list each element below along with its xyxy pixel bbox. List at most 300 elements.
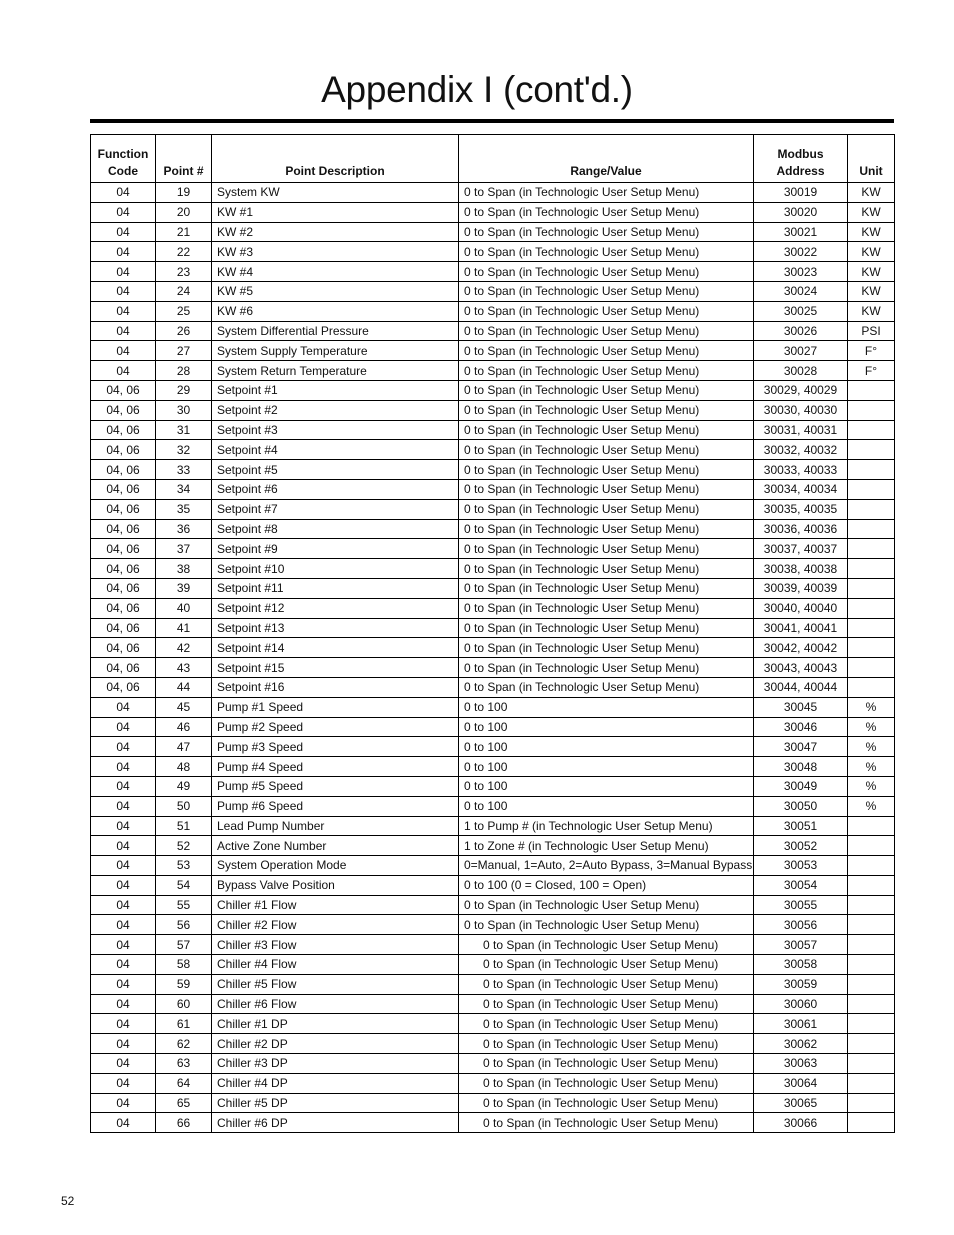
- table-row: [91, 262, 895, 282]
- cell-point: 23: [156, 262, 212, 282]
- cell-range: 0 to Span (in Technologic User Setup Menu): [459, 618, 754, 638]
- cell-description: Bypass Valve Position: [212, 875, 459, 895]
- header-modbus-line1: Modbus: [777, 147, 824, 161]
- cell-modbus-address: 30039, 40039: [754, 578, 848, 598]
- cell-range: 1 to Pump # (in Technologic User Setup Menu): [459, 816, 754, 836]
- modbus-point-table-container: [90, 134, 894, 1133]
- cell-function-code: 04: [91, 796, 156, 816]
- cell-modbus-address: 30023: [754, 262, 848, 282]
- cell-modbus-address: 30054: [754, 875, 848, 895]
- cell-modbus-address: 30048: [754, 757, 848, 777]
- cell-modbus-address: 30062: [754, 1034, 848, 1054]
- cell-function-code: 04, 06: [91, 598, 156, 618]
- cell-modbus-address: 30044, 40044: [754, 677, 848, 697]
- table-row: [91, 420, 895, 440]
- cell-unit: [848, 836, 895, 856]
- cell-description: KW #3: [212, 242, 459, 262]
- cell-function-code: 04: [91, 1073, 156, 1093]
- table-row: [91, 539, 895, 559]
- table-header-row: [91, 135, 895, 183]
- cell-range: 0 to Span (in Technologic User Setup Menu): [459, 262, 754, 282]
- cell-modbus-address: 30026: [754, 321, 848, 341]
- table-row: [91, 559, 895, 579]
- cell-point: 45: [156, 697, 212, 717]
- cell-function-code: 04: [91, 994, 156, 1014]
- cell-description: Chiller #5 DP: [212, 1093, 459, 1113]
- table-row: [91, 183, 895, 203]
- cell-range: 0 to Span (in Technologic User Setup Menu): [459, 321, 754, 341]
- cell-function-code: 04, 06: [91, 559, 156, 579]
- cell-modbus-address: 30052: [754, 836, 848, 856]
- page-number: 52: [61, 1194, 75, 1208]
- cell-unit: [848, 420, 895, 440]
- table-row: [91, 479, 895, 499]
- cell-modbus-address: 30061: [754, 1014, 848, 1034]
- cell-description: Setpoint #12: [212, 598, 459, 618]
- cell-description: Active Zone Number: [212, 836, 459, 856]
- cell-function-code: 04: [91, 361, 156, 381]
- cell-description: KW #6: [212, 301, 459, 321]
- header-modbus-line2: Address: [776, 164, 825, 178]
- cell-modbus-address: 30022: [754, 242, 848, 262]
- cell-unit: [848, 974, 895, 994]
- table-row: [91, 856, 895, 876]
- cell-point: 64: [156, 1073, 212, 1093]
- cell-function-code: 04: [91, 202, 156, 222]
- cell-point: 53: [156, 856, 212, 876]
- cell-modbus-address: 30050: [754, 796, 848, 816]
- cell-point: 41: [156, 618, 212, 638]
- cell-unit: KW: [848, 242, 895, 262]
- cell-function-code: 04, 06: [91, 638, 156, 658]
- cell-unit: [848, 578, 895, 598]
- cell-range: 0 to Span (in Technologic User Setup Menu): [459, 341, 754, 361]
- cell-range: 0 to Span (in Technologic User Setup Menu): [459, 638, 754, 658]
- cell-description: Lead Pump Number: [212, 816, 459, 836]
- cell-function-code: 04, 06: [91, 380, 156, 400]
- table-row: [91, 677, 895, 697]
- cell-description: Chiller #2 DP: [212, 1034, 459, 1054]
- cell-unit: [848, 499, 895, 519]
- cell-modbus-address: 30035, 40035: [754, 499, 848, 519]
- cell-function-code: 04: [91, 895, 156, 915]
- cell-point: 66: [156, 1113, 212, 1133]
- cell-description: Pump #6 Speed: [212, 796, 459, 816]
- cell-description: System Differential Pressure: [212, 321, 459, 341]
- cell-function-code: 04: [91, 816, 156, 836]
- cell-modbus-address: 30046: [754, 717, 848, 737]
- cell-modbus-address: 30034, 40034: [754, 479, 848, 499]
- cell-range: 0 to Span (in Technologic User Setup Menu): [459, 1054, 754, 1074]
- cell-description: KW #5: [212, 281, 459, 301]
- cell-point: 20: [156, 202, 212, 222]
- table-row: [91, 440, 895, 460]
- table-row: [91, 1093, 895, 1113]
- cell-modbus-address: 30059: [754, 974, 848, 994]
- cell-function-code: 04: [91, 737, 156, 757]
- cell-description: Setpoint #1: [212, 380, 459, 400]
- cell-modbus-address: 30036, 40036: [754, 519, 848, 539]
- cell-unit: [848, 816, 895, 836]
- cell-modbus-address: 30042, 40042: [754, 638, 848, 658]
- cell-modbus-address: 30037, 40037: [754, 539, 848, 559]
- header-unit: Unit: [848, 135, 895, 183]
- cell-point: 63: [156, 1054, 212, 1074]
- cell-unit: %: [848, 757, 895, 777]
- cell-function-code: 04: [91, 262, 156, 282]
- cell-unit: [848, 1093, 895, 1113]
- table-row: [91, 400, 895, 420]
- cell-range: 0 to Span (in Technologic User Setup Menu): [459, 183, 754, 203]
- cell-description: Setpoint #3: [212, 420, 459, 440]
- cell-unit: [848, 440, 895, 460]
- cell-description: Setpoint #6: [212, 479, 459, 499]
- cell-description: KW #1: [212, 202, 459, 222]
- cell-function-code: 04: [91, 281, 156, 301]
- cell-description: Pump #1 Speed: [212, 697, 459, 717]
- cell-point: 32: [156, 440, 212, 460]
- cell-function-code: 04: [91, 222, 156, 242]
- cell-point: 22: [156, 242, 212, 262]
- table-row: [91, 1113, 895, 1133]
- page-title: Appendix I (cont'd.): [321, 69, 633, 110]
- cell-modbus-address: 30031, 40031: [754, 420, 848, 440]
- cell-point: 47: [156, 737, 212, 757]
- cell-range: 0 to Span (in Technologic User Setup Menu): [459, 677, 754, 697]
- table-row: [91, 499, 895, 519]
- cell-point: 55: [156, 895, 212, 915]
- cell-point: 26: [156, 321, 212, 341]
- cell-range: 0 to Span (in Technologic User Setup Menu): [459, 519, 754, 539]
- cell-point: 38: [156, 559, 212, 579]
- table-row: [91, 955, 895, 975]
- cell-range: 0 to Span (in Technologic User Setup Menu): [459, 1034, 754, 1054]
- cell-modbus-address: 30063: [754, 1054, 848, 1074]
- cell-function-code: 04: [91, 1113, 156, 1133]
- cell-point: 19: [156, 183, 212, 203]
- table-row: [91, 598, 895, 618]
- table-row: [91, 380, 895, 400]
- table-row: [91, 796, 895, 816]
- table-row: [91, 737, 895, 757]
- cell-description: Chiller #3 Flow: [212, 935, 459, 955]
- cell-description: Setpoint #5: [212, 460, 459, 480]
- cell-function-code: 04: [91, 321, 156, 341]
- cell-unit: KW: [848, 222, 895, 242]
- cell-modbus-address: 30066: [754, 1113, 848, 1133]
- cell-unit: [848, 400, 895, 420]
- cell-unit: [848, 1014, 895, 1034]
- cell-unit: PSI: [848, 321, 895, 341]
- table-row: [91, 1054, 895, 1074]
- cell-unit: %: [848, 796, 895, 816]
- cell-unit: [848, 1054, 895, 1074]
- cell-point: 52: [156, 836, 212, 856]
- cell-modbus-address: 30060: [754, 994, 848, 1014]
- cell-description: Setpoint #4: [212, 440, 459, 460]
- cell-description: System Supply Temperature: [212, 341, 459, 361]
- table-row: [91, 875, 895, 895]
- cell-function-code: 04, 06: [91, 460, 156, 480]
- cell-description: Setpoint #15: [212, 658, 459, 678]
- cell-modbus-address: 30045: [754, 697, 848, 717]
- cell-function-code: 04, 06: [91, 420, 156, 440]
- cell-point: 44: [156, 677, 212, 697]
- cell-modbus-address: 30030, 40030: [754, 400, 848, 420]
- cell-modbus-address: 30038, 40038: [754, 559, 848, 579]
- cell-modbus-address: 30064: [754, 1073, 848, 1093]
- cell-description: Chiller #6 DP: [212, 1113, 459, 1133]
- cell-function-code: 04: [91, 1054, 156, 1074]
- cell-point: 51: [156, 816, 212, 836]
- cell-range: 0 to Span (in Technologic User Setup Menu): [459, 202, 754, 222]
- cell-function-code: 04, 06: [91, 479, 156, 499]
- table-row: [91, 895, 895, 915]
- cell-range: 0 to Span (in Technologic User Setup Menu): [459, 281, 754, 301]
- header-function-code: [91, 135, 156, 183]
- cell-unit: KW: [848, 281, 895, 301]
- table-row: [91, 974, 895, 994]
- table-row: [91, 242, 895, 262]
- cell-description: Setpoint #2: [212, 400, 459, 420]
- cell-function-code: 04, 06: [91, 519, 156, 539]
- cell-range: 0 to 100: [459, 796, 754, 816]
- cell-description: Pump #4 Speed: [212, 757, 459, 777]
- cell-range: 0 to 100: [459, 717, 754, 737]
- cell-function-code: 04: [91, 341, 156, 361]
- cell-function-code: 04, 06: [91, 618, 156, 638]
- cell-function-code: 04, 06: [91, 400, 156, 420]
- table-row: [91, 202, 895, 222]
- cell-function-code: 04, 06: [91, 499, 156, 519]
- table-row: [91, 281, 895, 301]
- cell-range: 0 to Span (in Technologic User Setup Menu): [459, 915, 754, 935]
- table-row: [91, 578, 895, 598]
- cell-description: Chiller #1 Flow: [212, 895, 459, 915]
- cell-description: Setpoint #10: [212, 559, 459, 579]
- cell-function-code: 04, 06: [91, 658, 156, 678]
- cell-modbus-address: 30021: [754, 222, 848, 242]
- cell-point: 58: [156, 955, 212, 975]
- cell-modbus-address: 30065: [754, 1093, 848, 1113]
- table-row: [91, 816, 895, 836]
- table-row: [91, 776, 895, 796]
- cell-function-code: 04: [91, 301, 156, 321]
- cell-unit: F°: [848, 341, 895, 361]
- cell-unit: [848, 677, 895, 697]
- cell-range: 0 to Span (in Technologic User Setup Menu): [459, 479, 754, 499]
- cell-description: System Operation Mode: [212, 856, 459, 876]
- cell-range: 0 to Span (in Technologic User Setup Menu): [459, 222, 754, 242]
- cell-point: 42: [156, 638, 212, 658]
- cell-description: Setpoint #16: [212, 677, 459, 697]
- cell-point: 30: [156, 400, 212, 420]
- cell-point: 57: [156, 935, 212, 955]
- cell-point: 33: [156, 460, 212, 480]
- cell-modbus-address: 30055: [754, 895, 848, 915]
- cell-point: 56: [156, 915, 212, 935]
- cell-range: 0 to Span (in Technologic User Setup Menu): [459, 994, 754, 1014]
- cell-modbus-address: 30041, 40041: [754, 618, 848, 638]
- cell-unit: [848, 1073, 895, 1093]
- cell-modbus-address: 30053: [754, 856, 848, 876]
- cell-description: KW #2: [212, 222, 459, 242]
- cell-description: Setpoint #11: [212, 578, 459, 598]
- cell-unit: [848, 895, 895, 915]
- cell-function-code: 04: [91, 935, 156, 955]
- cell-unit: KW: [848, 202, 895, 222]
- cell-unit: %: [848, 776, 895, 796]
- table-row: [91, 1034, 895, 1054]
- cell-point: 60: [156, 994, 212, 1014]
- cell-description: Chiller #6 Flow: [212, 994, 459, 1014]
- cell-description: Pump #3 Speed: [212, 737, 459, 757]
- cell-modbus-address: 30025: [754, 301, 848, 321]
- cell-point: 31: [156, 420, 212, 440]
- cell-modbus-address: 30058: [754, 955, 848, 975]
- cell-range: 0 to Span (in Technologic User Setup Menu): [459, 440, 754, 460]
- cell-unit: [848, 955, 895, 975]
- table-row: [91, 915, 895, 935]
- cell-point: 43: [156, 658, 212, 678]
- cell-function-code: 04: [91, 875, 156, 895]
- cell-description: KW #4: [212, 262, 459, 282]
- cell-modbus-address: 30032, 40032: [754, 440, 848, 460]
- cell-unit: [848, 658, 895, 678]
- cell-description: Setpoint #9: [212, 539, 459, 559]
- cell-range: 0 to Span (in Technologic User Setup Menu): [459, 578, 754, 598]
- cell-unit: [848, 856, 895, 876]
- cell-function-code: 04: [91, 915, 156, 935]
- cell-unit: [848, 479, 895, 499]
- cell-point: 49: [156, 776, 212, 796]
- cell-range: 0 to Span (in Technologic User Setup Menu): [459, 400, 754, 420]
- table-row: [91, 836, 895, 856]
- cell-function-code: 04, 06: [91, 578, 156, 598]
- cell-range: 0 to Span (in Technologic User Setup Menu): [459, 658, 754, 678]
- cell-range: 0 to Span (in Technologic User Setup Menu): [459, 301, 754, 321]
- cell-point: 24: [156, 281, 212, 301]
- cell-modbus-address: 30040, 40040: [754, 598, 848, 618]
- cell-unit: KW: [848, 262, 895, 282]
- cell-point: 34: [156, 479, 212, 499]
- cell-description: Setpoint #13: [212, 618, 459, 638]
- cell-function-code: 04: [91, 242, 156, 262]
- cell-point: 35: [156, 499, 212, 519]
- cell-modbus-address: 30027: [754, 341, 848, 361]
- cell-unit: [848, 598, 895, 618]
- cell-modbus-address: 30056: [754, 915, 848, 935]
- cell-description: Chiller #4 DP: [212, 1073, 459, 1093]
- cell-function-code: 04: [91, 1014, 156, 1034]
- cell-description: Chiller #2 Flow: [212, 915, 459, 935]
- cell-modbus-address: 30057: [754, 935, 848, 955]
- cell-unit: [848, 875, 895, 895]
- cell-description: Setpoint #8: [212, 519, 459, 539]
- cell-modbus-address: 30049: [754, 776, 848, 796]
- cell-function-code: 04, 06: [91, 677, 156, 697]
- cell-description: Chiller #3 DP: [212, 1054, 459, 1074]
- cell-range: 0=Manual, 1=Auto, 2=Auto Bypass, 3=Manual Bypass: [459, 856, 754, 876]
- table-row: [91, 1014, 895, 1034]
- cell-range: 0 to Span (in Technologic User Setup Menu): [459, 539, 754, 559]
- table-row: [91, 301, 895, 321]
- title-rule: [90, 119, 894, 123]
- cell-range: 0 to Span (in Technologic User Setup Menu): [459, 598, 754, 618]
- cell-unit: [848, 1034, 895, 1054]
- cell-function-code: 04: [91, 856, 156, 876]
- cell-unit: [848, 618, 895, 638]
- table-body: [91, 183, 895, 1133]
- cell-modbus-address: 30019: [754, 183, 848, 203]
- cell-point: 25: [156, 301, 212, 321]
- table-row: [91, 222, 895, 242]
- cell-unit: [848, 559, 895, 579]
- cell-unit: [848, 460, 895, 480]
- cell-range: 0 to 100 (0 = Closed, 100 = Open): [459, 875, 754, 895]
- cell-modbus-address: 30051: [754, 816, 848, 836]
- cell-point: 59: [156, 974, 212, 994]
- cell-unit: [848, 519, 895, 539]
- table-row: [91, 697, 895, 717]
- cell-range: 0 to Span (in Technologic User Setup Menu): [459, 935, 754, 955]
- cell-description: System KW: [212, 183, 459, 203]
- cell-function-code: 04: [91, 183, 156, 203]
- cell-function-code: 04: [91, 1034, 156, 1054]
- cell-range: 0 to Span (in Technologic User Setup Menu): [459, 559, 754, 579]
- cell-function-code: 04: [91, 836, 156, 856]
- cell-point: 27: [156, 341, 212, 361]
- table-row: [91, 341, 895, 361]
- cell-range: 0 to Span (in Technologic User Setup Menu): [459, 460, 754, 480]
- cell-range: 0 to Span (in Technologic User Setup Menu): [459, 361, 754, 381]
- cell-function-code: 04: [91, 955, 156, 975]
- cell-modbus-address: 30028: [754, 361, 848, 381]
- cell-function-code: 04: [91, 1093, 156, 1113]
- cell-point: 21: [156, 222, 212, 242]
- table-row: [91, 935, 895, 955]
- cell-unit: [848, 638, 895, 658]
- cell-unit: %: [848, 737, 895, 757]
- cell-point: 39: [156, 578, 212, 598]
- cell-point: 48: [156, 757, 212, 777]
- cell-range: 0 to Span (in Technologic User Setup Menu): [459, 1014, 754, 1034]
- modbus-point-table: [90, 134, 895, 1133]
- cell-range: 0 to Span (in Technologic User Setup Menu): [459, 1073, 754, 1093]
- table-row: [91, 361, 895, 381]
- cell-description: Setpoint #7: [212, 499, 459, 519]
- cell-point: 29: [156, 380, 212, 400]
- table-row: [91, 321, 895, 341]
- cell-function-code: 04, 06: [91, 440, 156, 460]
- cell-range: 0 to 100: [459, 737, 754, 757]
- cell-point: 36: [156, 519, 212, 539]
- table-row: [91, 638, 895, 658]
- cell-modbus-address: 30043, 40043: [754, 658, 848, 678]
- cell-range: 1 to Zone # (in Technologic User Setup Menu): [459, 836, 754, 856]
- cell-range: 0 to Span (in Technologic User Setup Menu): [459, 974, 754, 994]
- cell-range: 0 to Span (in Technologic User Setup Menu): [459, 380, 754, 400]
- cell-point: 62: [156, 1034, 212, 1054]
- cell-unit: F°: [848, 361, 895, 381]
- table-row: [91, 658, 895, 678]
- header-point: Point #: [156, 135, 212, 183]
- cell-modbus-address: 30047: [754, 737, 848, 757]
- table-row: [91, 757, 895, 777]
- table-row: [91, 460, 895, 480]
- header-modbus-address: [754, 135, 848, 183]
- header-range: Range/Value: [459, 135, 754, 183]
